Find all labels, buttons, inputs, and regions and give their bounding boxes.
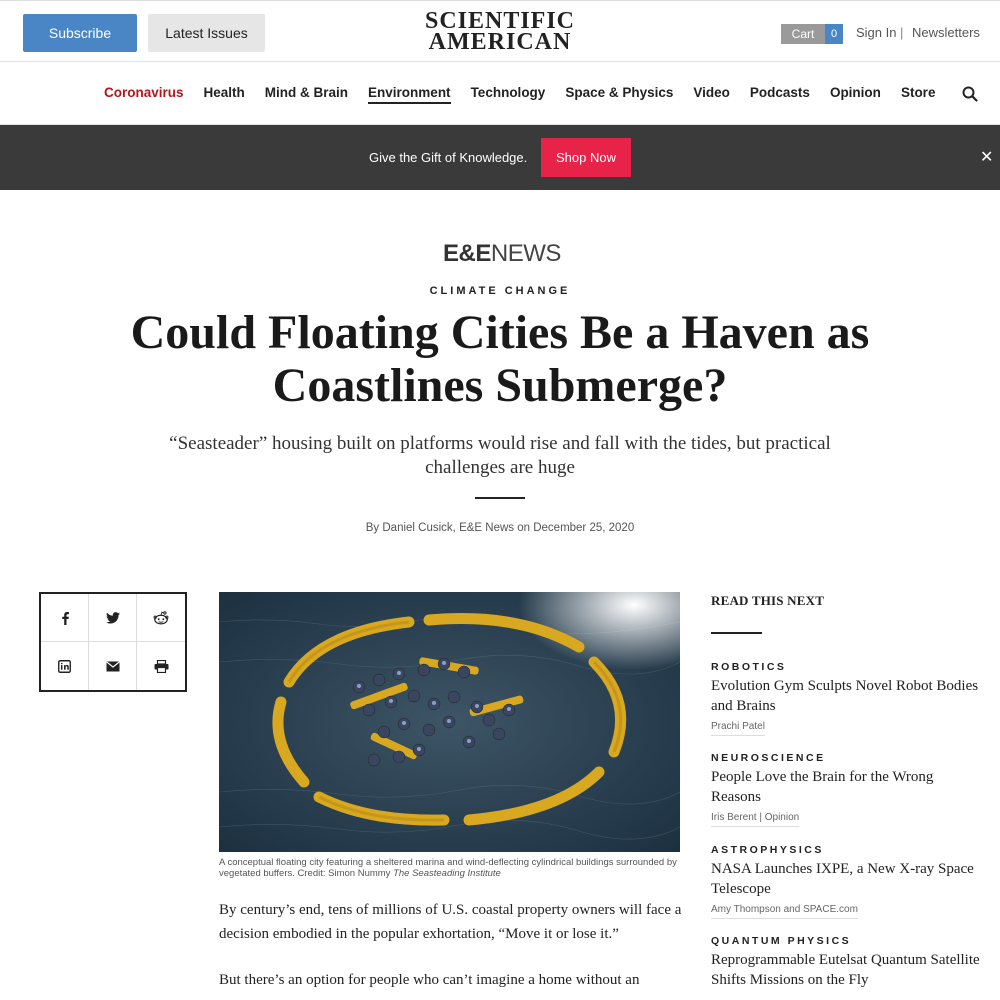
nav-item-video[interactable]: Video xyxy=(693,85,730,100)
cart-label: Cart xyxy=(781,24,825,44)
sidebar-article-title[interactable]: Reprogrammable Eutelsat Quantum Satellite Shifts Missions on the Fly xyxy=(711,952,980,988)
header-separator: | xyxy=(900,25,904,40)
share-email-button[interactable] xyxy=(89,642,137,690)
sidebar-article-author: Prachi Patel xyxy=(711,721,765,736)
article-headline: Could Floating Cities Be a Haven as Coastlines Submerge? xyxy=(130,306,870,412)
sidebar-article-title[interactable]: People Love the Brain for the Wrong Reasons xyxy=(711,769,934,805)
reddit-icon xyxy=(153,611,169,625)
article-byline: By Daniel Cusick, E&E News on December 25, 2020 xyxy=(365,522,635,534)
nav-item-coronavirus[interactable]: Coronavirus xyxy=(104,85,184,100)
article-dek: “Seasteader” housing built on platforms would rise and fall with the tides, but practical challenges are huge xyxy=(169,433,831,478)
hero-image xyxy=(219,592,680,852)
logo-line-2: AMERICAN xyxy=(428,29,572,55)
nav-item-store[interactable]: Store xyxy=(900,85,936,100)
sidebar-article-category[interactable]: NEUROSCIENCE xyxy=(711,752,826,764)
close-icon[interactable]: ✕ xyxy=(980,149,994,166)
sidebar-article[interactable] xyxy=(711,752,986,827)
nav-item-health[interactable]: Health xyxy=(203,85,245,100)
nav-item-space-physics[interactable]: Space & Physics xyxy=(565,85,674,100)
linkedin-icon xyxy=(58,660,71,673)
subscribe-button[interactable]: Subscribe xyxy=(23,14,137,52)
sidebar-article-author: Iris Berent | Opinion xyxy=(711,812,799,827)
sidebar-article[interactable] xyxy=(711,844,986,919)
sidebar-article-title[interactable]: NASA Launches IXPE, a New X-ray Space Telescope xyxy=(711,861,974,897)
article-paragraph: By century’s end, tens of millions of U.S. coastal property owners will face a decision embodied in the popular exhortation, “Move it or lose it.” xyxy=(219,902,682,942)
header-divider xyxy=(475,497,525,499)
sidebar-article-category[interactable]: ASTROPHYSICS xyxy=(711,844,824,856)
main-nav xyxy=(0,62,1000,125)
twitter-icon xyxy=(106,612,120,624)
sidebar-article-title[interactable]: Evolution Gym Sculpts Novel Robot Bodies and Brains xyxy=(711,678,979,714)
newsletters-link[interactable]: Newsletters xyxy=(912,25,980,40)
share-linkedin-button[interactable] xyxy=(41,642,89,690)
article-kicker[interactable]: CLIMATE CHANGE xyxy=(429,285,571,297)
sidebar-article-category[interactable]: QUANTUM PHYSICS xyxy=(711,935,852,947)
caption-credit-org: The Seasteading Institute xyxy=(393,868,501,879)
share-reddit-button[interactable] xyxy=(137,594,185,642)
top-bar xyxy=(0,0,1000,62)
read-this-next-heading: READ THIS NEXT xyxy=(711,593,825,608)
nav-item-podcasts[interactable]: Podcasts xyxy=(749,85,810,100)
sidebar-article[interactable] xyxy=(711,661,986,736)
ee-news-logo[interactable] xyxy=(443,240,561,268)
share-panel xyxy=(39,592,187,692)
nav-item-technology[interactable]: Technology xyxy=(470,85,546,100)
nav-item-opinion[interactable]: Opinion xyxy=(829,85,881,100)
sign-in-link[interactable]: Sign In xyxy=(856,25,897,40)
sidebar-article-author: Amy Thompson and SPACE.com xyxy=(711,904,858,919)
sidebar-divider xyxy=(711,632,762,634)
nav-item-mind-brain[interactable]: Mind & Brain xyxy=(264,85,349,100)
nav-item-environment[interactable]: Environment xyxy=(368,85,451,100)
cart-count-badge: 0 xyxy=(825,24,843,44)
share-facebook-button[interactable] xyxy=(41,594,89,642)
ee-logo-light: NEWS xyxy=(490,240,561,267)
latest-issues-button[interactable]: Latest Issues xyxy=(148,14,265,52)
promo-banner xyxy=(0,125,1000,190)
image-caption xyxy=(219,857,680,879)
print-icon xyxy=(154,660,169,673)
email-icon xyxy=(106,661,120,672)
shop-now-button[interactable]: Shop Now xyxy=(541,138,631,177)
ee-logo-bold: E&E xyxy=(443,240,491,267)
sidebar-article-category[interactable]: ROBOTICS xyxy=(711,661,787,673)
floating-city-illustration xyxy=(219,592,680,852)
sidebar-article[interactable] xyxy=(711,935,986,990)
article-paragraph: But there’s an option for people who can’t imagine a home without an xyxy=(219,972,640,988)
share-twitter-button[interactable] xyxy=(89,594,137,642)
facebook-icon xyxy=(59,611,71,625)
nav-items xyxy=(104,85,955,100)
share-print-button[interactable] xyxy=(137,642,185,690)
logo-line-1: SCIENTIFIC xyxy=(424,8,576,34)
site-logo[interactable] xyxy=(400,8,600,55)
cart-button[interactable] xyxy=(781,24,843,44)
search-icon[interactable] xyxy=(962,86,978,102)
caption-text: A conceptual floating city featuring a sheltered marina and wind-deflecting cylindrical buildings surrounded by vegetated buffers. Credit: Simon Nummy xyxy=(219,857,677,879)
promo-text: Give the Gift of Knowledge. xyxy=(369,150,528,165)
